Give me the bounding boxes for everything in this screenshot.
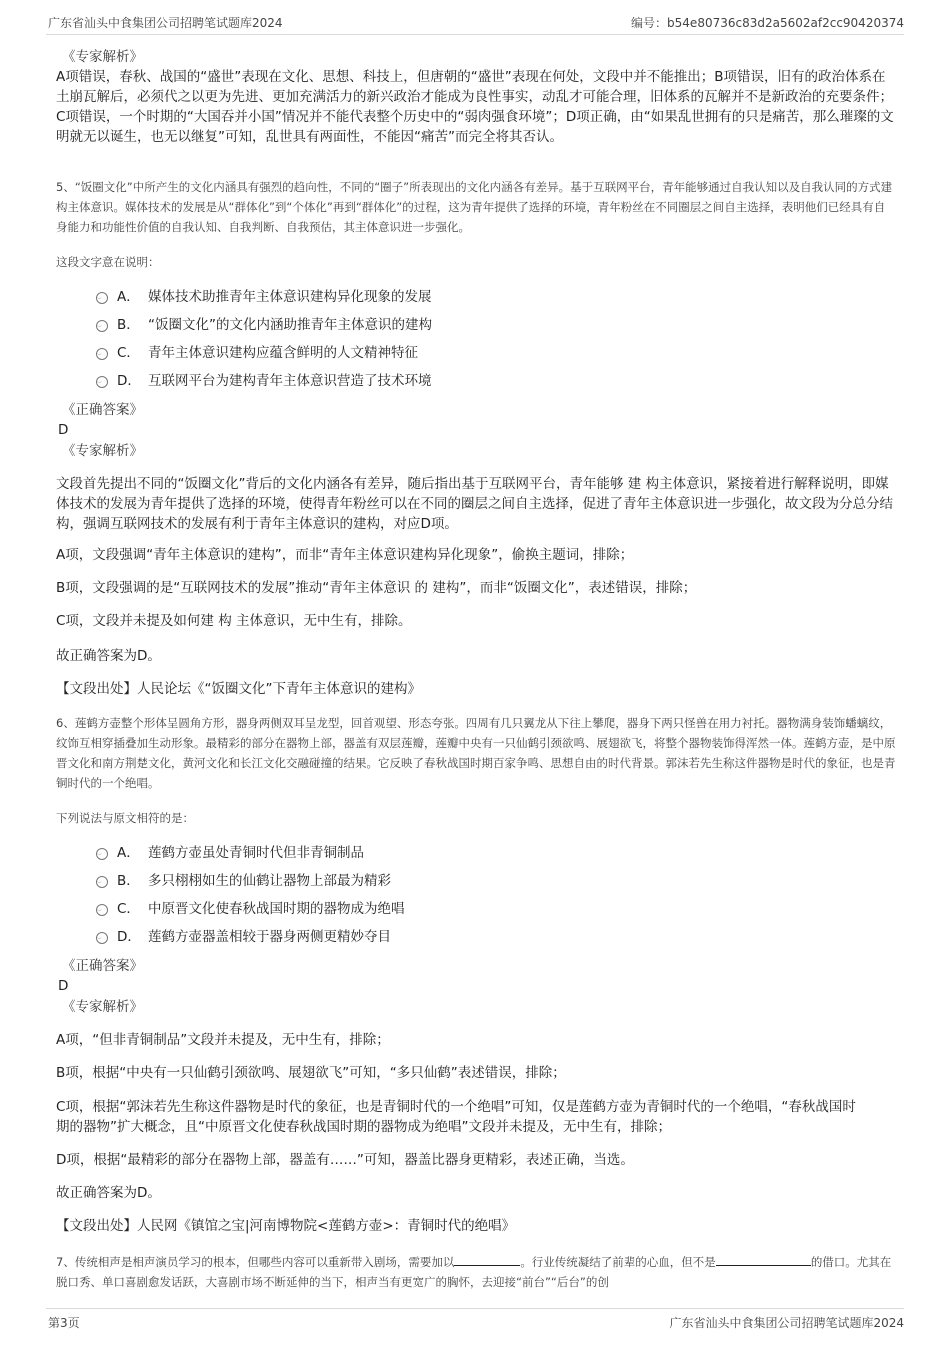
- header-doc-id: 编号：b54e80736c83d2a5602af2cc90420374: [631, 16, 904, 30]
- q5-source: 【文段出处】人民论坛《“饭圈文化”下青年主体意识的建构》: [56, 681, 421, 697]
- radio-icon[interactable]: [96, 848, 108, 860]
- option-letter: D．: [117, 373, 141, 389]
- radio-icon[interactable]: [96, 348, 108, 360]
- q6-passage: 6、莲鹤方壶整个形体呈圆角方形，器身两侧双耳呈龙型，回首观望、形态夸张。四周有几只翼龙从下往上攀爬，器身下两只怪兽在用力衬托。器物满身装饰蟠螭纹，纹饰互相穿插叠加生动形象。最精彩的部分在器物上部，器盖有双层莲瓣，莲瓣中央有一只仙鹤引颈欲鸣、展翅欲飞，将整个器物装饰得浑然一体。莲鹤方壶，是中原晋文化和南方荆楚文化，黄河文化和长江文化交融碰撞的结果。它反映了春秋战国时期百家争鸣、思想自由的时代背景。郭沫若先生称这件器物是时代的象征，也是青铜时代的一个绝唱。: [56, 716, 896, 790]
- q6-conclusion: 故正确答案为D。: [56, 1185, 161, 1201]
- radio-icon[interactable]: [96, 292, 108, 304]
- q6-analysis-b: B项，根据“中央有一只仙鹤引颈欲鸣、展翅欲飞”可知，“多只仙鹤”表述错误，排除；: [56, 1065, 566, 1081]
- option-text: “饭圈文化”的文化内涵助推青年主体意识的建构: [148, 317, 432, 333]
- fill-blank-1[interactable]: [454, 1251, 520, 1266]
- option-letter: C．: [117, 345, 140, 361]
- q5-analysis-b: B项，文段强调的是“互联网技术的发展”推动“青年主体意识 的 建构”，而非“饭圈文化”，表述错误，排除；: [56, 580, 697, 596]
- q6-question: 下列说法与原文相符的是：: [56, 811, 194, 825]
- option-text: 莲鹤方壶器盖相较于器身两侧更精妙夺目: [148, 929, 391, 945]
- page-footer: [46, 1308, 904, 1333]
- q6-answer: D: [58, 978, 69, 994]
- option-text: 青年主体意识建构应蕴含鲜明的人文精神特征: [148, 345, 418, 361]
- q5-answer: D: [58, 422, 69, 438]
- radio-icon[interactable]: [96, 876, 108, 888]
- header-title: 广东省汕头中食集团公司招聘笔试题库2024: [48, 16, 283, 30]
- option-letter: A．: [117, 845, 140, 861]
- footer-title: 广东省汕头中食集团公司招聘笔试题库2024: [669, 1316, 904, 1330]
- radio-icon[interactable]: [96, 904, 108, 916]
- q6-analysis-d: D项，根据“最精彩的部分在器物上部，器盖有……”可知，器盖比器身更精彩，表述正确，当选。: [56, 1152, 634, 1168]
- q4-expert-label: 《专家解析》: [62, 49, 143, 65]
- q5-question: 这段文字意在说明：: [56, 255, 160, 269]
- option-text: 莲鹤方壶虽处青铜时代但非青铜制品: [148, 845, 364, 861]
- q5-expert-label: 《专家解析》: [62, 443, 143, 459]
- q7-text-part-2: 。行业传统凝结了前辈的心血，但不是: [520, 1255, 716, 1269]
- q5-analysis-a: A项，文段强调“青年主体意识的建构”，而非“青年主体意识建构异化现象”，偷换主题词，排除；: [56, 547, 634, 563]
- q6-source: 【文段出处】人民网《镇馆之宝|河南博物院<莲鹤方壶>：青铜时代的绝唱》: [56, 1218, 516, 1234]
- page-number: 第3页: [48, 1316, 80, 1330]
- page-header: [46, 12, 904, 35]
- fill-blank-2[interactable]: [716, 1251, 811, 1266]
- q7-text-part-3: 的借口。尤其在脱口秀、单口喜剧愈发话跃，大喜剧市场不断延伸的当下，相声当有更宽广的胸怀，去迎接“前台”“后台”的创: [56, 1255, 892, 1289]
- q5-answer-label: 《正确答案》: [62, 402, 143, 418]
- option-letter: C．: [117, 901, 140, 917]
- radio-icon[interactable]: [96, 376, 108, 388]
- q5-analysis-c: C项，文段并未提及如何建 构 主体意识，无中生有，排除。: [56, 613, 412, 629]
- option-text: 互联网平台为建构青年主体意识营造了技术环境: [148, 373, 432, 389]
- radio-icon[interactable]: [96, 320, 108, 332]
- option-letter: B．: [117, 317, 140, 333]
- q7-text-part-1: 7、传统相声是相声演员学习的根本，但哪些内容可以重新带入剧场，需要加以: [56, 1255, 455, 1269]
- q5-passage: 5、“饭圈文化”中所产生的文化内涵具有强烈的趋向性，不同的“圈子”所表现出的文化内涵各有差异。基于互联网平台，青年能够通过自我认知以及自我认同的方式建构主体意识。媒体技术的发展是从“群体化”到“个体化”再到“群体化”的过程，这为青年提供了选择的环境，青年粉丝在不同圈层之间自主选择，表明他们已经具有自身能力和功能性价值的自我认知、自我判断、自我预估，其主体意识进一步强化。: [56, 180, 893, 234]
- q6-analysis-a: A项，“但非青铜制品”文段并未提及，无中生有，排除；: [56, 1032, 390, 1048]
- q4-analysis: A项错误，春秋、战国的“盛世”表现在文化、思想、科技上，但唐朝的“盛世”表现在何处，文段中并不能推出；B项错误，旧有的政治体系在土崩瓦解后，必须代之以更为先进、更加充满活力的新兴政治才能成为良性事实，动乱才可能合理，旧体系的瓦解并不是新政治的充要条件；C项错误，一个时期的“大国吞并小国”情况并不能代表整个历史中的“弱肉强食环境”；D项正确，由“如果乱世拥有的只是痛苦，那么璀璨的文明就无以诞生，也无以继复”可知，乱世具有两面性，不能因“痛苦”而完全将其否认。: [56, 69, 894, 145]
- q7-passage: [56, 1251, 896, 1291]
- q6-analysis-c: C项，根据“郭沫若先生称这件器物是时代的象征，也是青铜时代的一个绝唱”可知，仅是莲鹤方壶为青铜时代的一个绝唱，“春秋战国时期的器物”扩大概念，且“中原晋文化使春秋战国时期的器物成为绝唱”文段并未提及，无中生有，排除；: [56, 1099, 856, 1135]
- radio-icon[interactable]: [96, 932, 108, 944]
- option-letter: A．: [117, 289, 140, 305]
- option-letter: B．: [117, 873, 140, 889]
- option-text: 多只栩栩如生的仙鹤让器物上部最为精彩: [148, 873, 391, 889]
- option-text: 媒体技术助推青年主体意识建构异化现象的发展: [148, 289, 432, 305]
- q6-expert-label: 《专家解析》: [62, 999, 143, 1015]
- q6-answer-label: 《正确答案》: [62, 958, 143, 974]
- q5-conclusion: 故正确答案为D。: [56, 648, 161, 664]
- option-text: 中原晋文化使春秋战国时期的器物成为绝唱: [148, 901, 405, 917]
- q5-analysis-summary: 文段首先提出不同的“饭圈文化”背后的文化内涵各有差异，随后指出基于互联网平台，青年能够 建 构主体意识，紧接着进行解释说明，即媒体技术的发展为青年提供了选择的环境，使得青年粉丝可以在不同的圈层之间自主选择，促进了青年主体意识进一步强化，故文段为分总分结构，强调互联网技术的发展有利于青年主体意识的建构，对应D项。: [56, 476, 893, 532]
- option-letter: D．: [117, 929, 141, 945]
